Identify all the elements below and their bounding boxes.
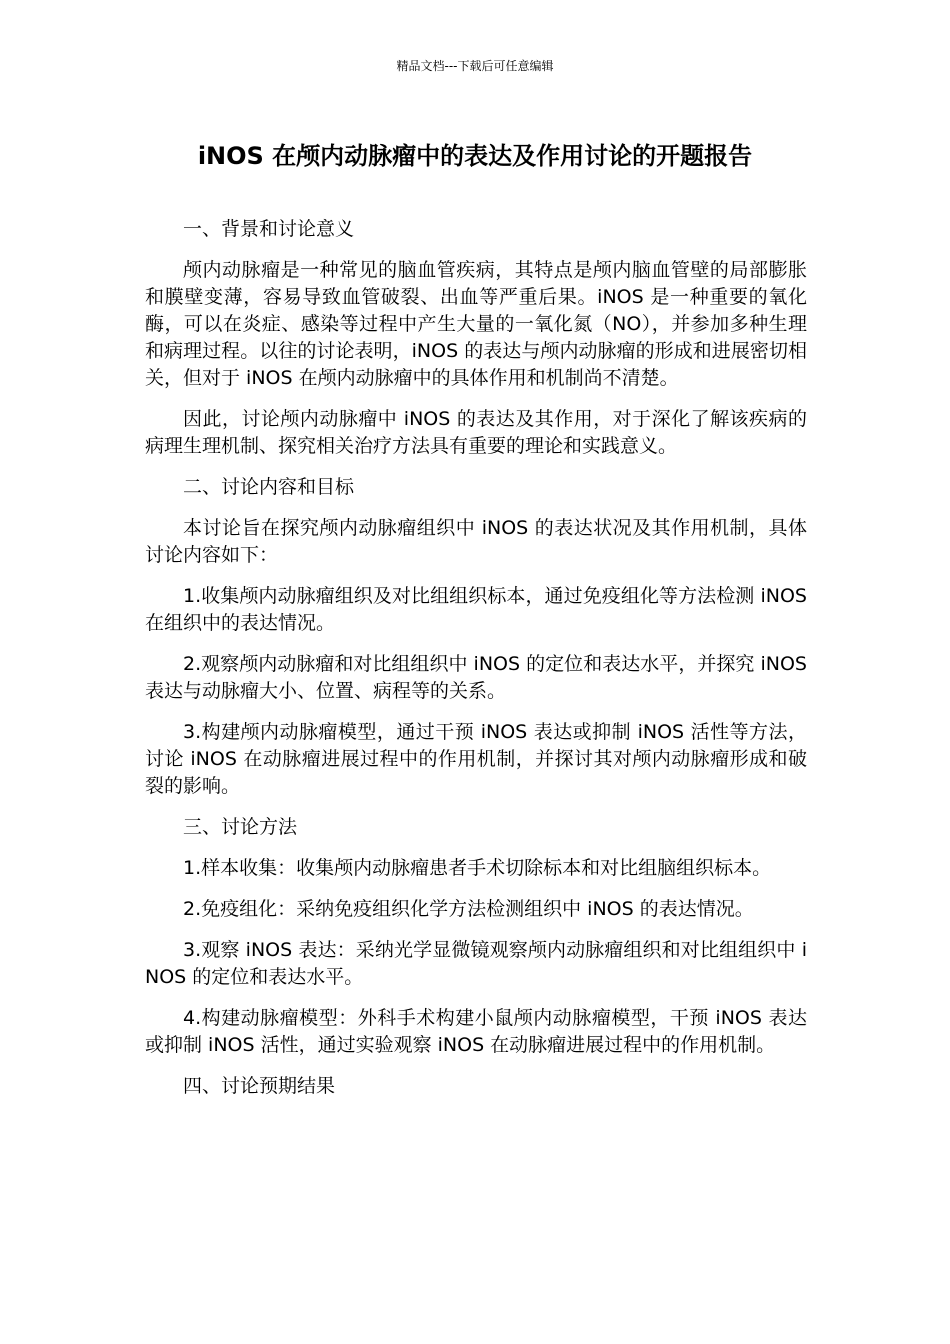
section-heading-expected-results: 四、讨论预期结果 — [183, 1075, 336, 1097]
header-note: 精品文档---下载后可任意编辑 — [396, 59, 554, 73]
section-heading-content: 二、讨论内容和目标 — [183, 476, 355, 498]
document-body — [145, 216, 807, 1114]
list-item-content-3: 3.构建颅内动脉瘤模型，通过干预 iNOS 表达或抑制 iNOS 活性等方法，讨论 iNOS 在动脉瘤进展过程中的作用机制，并探讨其对颅内动脉瘤形成和破裂的影响。 — [145, 721, 807, 797]
section-heading-background: 一、背景和讨论意义 — [183, 218, 355, 240]
list-item-content-2: 2.观察颅内动脉瘤和对比组组织中 iNOS 的定位和表达水平，并探究 iNOS 表达与动脉瘤大小、位置、病程等的关系。 — [145, 653, 807, 702]
list-item-methods-4: 4.构建动脉瘤模型：外科手术构建小鼠颅内动脉瘤模型，干预 iNOS 表达或抑制 iNOS 活性，通过实验观察 iNOS 在动脉瘤进展过程中的作用机制。 — [145, 1007, 807, 1056]
paragraph-background-2: 因此，讨论颅内动脉瘤中 iNOS 的表达及其作用，对于深化了解该疾病的病理生理机制、探究相关治疗方法具有重要的理论和实践意义。 — [145, 408, 807, 457]
list-item-content-1: 1.收集颅内动脉瘤组织及对比组组织标本，通过免疫组化等方法检测 iNOS 在组织中的表达情况。 — [145, 585, 807, 634]
paragraph-background-1: 颅内动脉瘤是一种常见的脑血管疾病，其特点是颅内脑血管壁的局部膨胀和膜壁变薄，容易导致血管破裂、出血等严重后果。iNOS 是一种重要的氧化酶，可以在炎症、感染等过程中产生大量的一氧化氮（NO），并参加多种生理和病理过程。以往的讨论表明，iNOS 的表达与颅内动脉瘤的形成和进展密切相关，但对于 iNOS 在颅内动脉瘤中的具体作用和机制尚不清楚。 — [145, 259, 807, 389]
section-heading-methods: 三、讨论方法 — [183, 816, 298, 838]
page-title: iNOS 在颅内动脉瘤中的表达及作用讨论的开题报告 — [197, 142, 753, 170]
list-item-methods-2: 2.免疫组化：采纳免疫组织化学方法检测组织中 iNOS 的表达情况。 — [183, 898, 754, 920]
list-item-methods-1: 1.样本收集：收集颅内动脉瘤患者手术切除标本和对比组脑组织标本。 — [183, 857, 772, 879]
paragraph-content-intro: 本讨论旨在探究颅内动脉瘤组织中 iNOS 的表达状况及其作用机制，具体讨论内容如下： — [145, 517, 807, 566]
list-item-methods-3: 3.观察 iNOS 表达：采纳光学显微镜观察颅内动脉瘤组织和对比组组织中 iNOS 的定位和表达水平。 — [145, 939, 807, 988]
